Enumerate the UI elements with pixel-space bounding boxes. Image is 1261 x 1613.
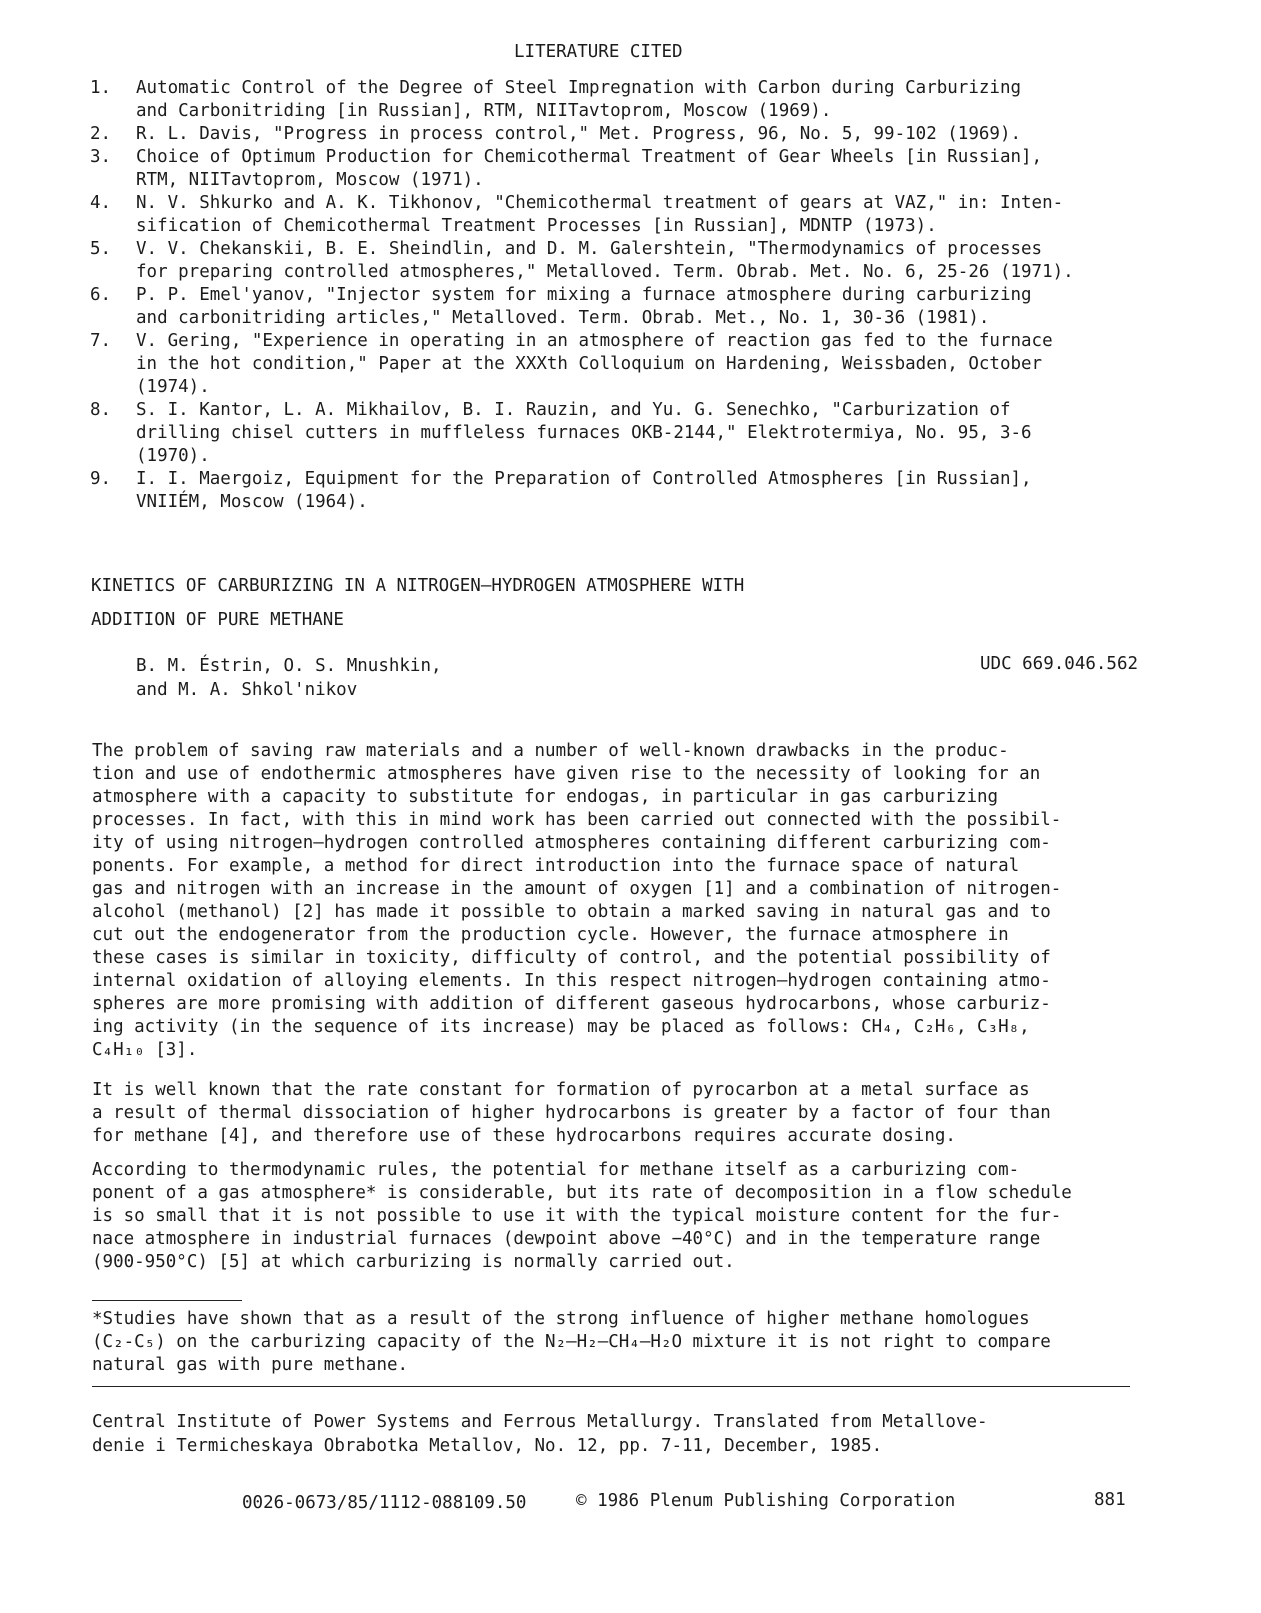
reference-text: V. Gering, "Experience in operating in an atmosphere of reaction gas fed to the furnace in the hot condition," Paper at the XXXth Colloquium on Hardening, Weissbaden, October (1974). [136,331,1053,397]
reference-item [90,146,1180,192]
page-number: 881 [1094,1490,1126,1510]
reference-item [90,192,1180,238]
body-paragraph: According to thermodynamic rules, the potential for methane itself as a carburizing com- ponent of a gas atmosphere* is considerable, but its rate of decomposition in a flow schedule is so small that it is not possible to use it with the typical moisture content for the fur- nace atmosphere in industrial furnaces (dewpoint above −40°C) and in the temperature range (900-950°C) [5] at which carburizing is normally carried out. [92,1160,1072,1272]
reference-item [90,123,1180,146]
reference-text: N. V. Shkurko and A. K. Tikhonov, "Chemicothermal treatment of gears at VAZ," in: Inten- sification of Chemicothermal Treatment Processes [in Russian], MDNTP (1973). [136,193,1064,236]
reference-text: Choice of Optimum Production for Chemicothermal Treatment of Gear Wheels [in Russian], RTM, NIITavtoprom, Moscow (1971). [136,147,1043,190]
footnote-divider [92,1300,242,1301]
footnote: *Studies have shown that as a result of the strong influence of higher methane homologues (C₂-C₅) on the carburizing capacity of the N₂—H₂—CH₄—H₂O mixture it is not right to compare natural gas with pure methane. [92,1309,1051,1375]
affiliation-note: Central Institute of Power Systems and Ferrous Metallurgy. Translated from Metallove- denie i Termicheskaya Obrabotka Metallov, No. 12, pp. 7-11, December, 1985. [92,1412,988,1456]
reference-text: V. V. Chekanskii, B. E. Sheindlin, and D. M. Galershtein, "Thermodynamics of processes for preparing controlled atmospheres," Metalloved. Term. Obrab. Met. No. 6, 25-26 (1971). [136,239,1074,282]
reference-text: S. I. Kantor, L. A. Mikhailov, B. I. Rauzin, and Yu. G. Senechko, "Carburization of drilling chisel cutters in muffleless furnaces OKB-2144," Elektrotermiya, No. 95, 3-6 (1970). [136,400,1032,466]
reference-number: 5. [90,239,112,259]
reference-item [90,238,1180,284]
reference-text: R. L. Davis, "Progress in process control," Met. Progress, 96, No. 5, 99-102 (1969). [136,124,1022,144]
affiliation-divider [92,1386,1130,1387]
copyright-notice: © 1986 Plenum Publishing Corporation [576,1491,956,1511]
reference-number: 3. [90,147,112,167]
issn-code: 0026-0673/85/1112-088109.50 [242,1493,527,1513]
reference-item [90,284,1180,330]
reference-number: 7. [90,331,112,351]
article-title-line-2: ADDITION OF PURE METHANE [91,610,344,630]
reference-number: 4. [90,193,112,213]
article-authors: B. M. Éstrin, O. S. Mnushkin, and M. A. Shkol'nikov [136,656,442,700]
reference-text: Automatic Control of the Degree of Steel Impregnation with Carbon during Carburizing and Carbonitriding [in Russian], RTM, NIITavtoprom, Moscow (1969). [136,78,1022,121]
reference-list [90,77,1180,514]
body-paragraph: It is well known that the rate constant for formation of pyrocarbon at a metal surface as a result of thermal dissociation of higher hydrocarbons is greater by a factor of four than for methane [4], and therefore use of these hydrocarbons requires accurate dosing. [92,1080,1051,1146]
reference-text: I. I. Maergoiz, Equipment for the Preparation of Controlled Atmospheres [in Russian], VNIIÉM, Moscow (1964). [136,469,1032,512]
reference-item [90,330,1180,399]
reference-number: 6. [90,285,112,305]
article-title-line-1: KINETICS OF CARBURIZING IN A NITROGEN—HYDROGEN ATMOSPHERE WITH [91,576,745,596]
reference-text: P. P. Emel'yanov, "Injector system for mixing a furnace atmosphere during carburizing and carbonitriding articles," Metalloved. Term. Obrab. Met., No. 1, 30-36 (1981). [136,285,1032,328]
reference-item [90,399,1180,468]
reference-item [90,468,1180,514]
reference-number: 1. [90,78,112,98]
reference-number: 2. [90,124,112,144]
reference-number: 8. [90,400,112,420]
body-paragraph: The problem of saving raw materials and a number of well-known drawbacks in the produc- tion and use of endothermic atmospheres have given rise to the necessity of looking for an atmosphere with a capacity to substitute for endogas, in particular in gas carburizing processes. In fact, with this in mind work has been carried out connected with the possibil- ity of using nitrogen—hydrogen controlled atmospheres containing different carburizing com- ponents. For example, a method for direct introduction into the furnace space of natural gas and nitrogen with an increase in the amount of oxygen [1] and a combination of nitrogen- alcohol (methanol) [2] has made it possible to obtain a marked saving in natural gas and to cut out the endogenerator from the production cycle. However, the furnace atmosphere in these cases is similar in toxicity, difficulty of control, and the potential possibility of internal oxidation of alloying elements. In this respect nitrogen—hydrogen containing atmo- spheres are more promising with addition of different gaseous hydrocarbons, whose carburiz- ing activity (in the sequence of its increase) may be placed as follows: CH₄, C₂H₆, C₃H₈, C₄H₁₀ [3]. [92,741,1062,1060]
reference-item [90,77,1180,123]
reference-number: 9. [90,469,112,489]
udc-code: UDC 669.046.562 [980,654,1139,674]
literature-cited-heading: LITERATURE CITED [514,42,683,62]
